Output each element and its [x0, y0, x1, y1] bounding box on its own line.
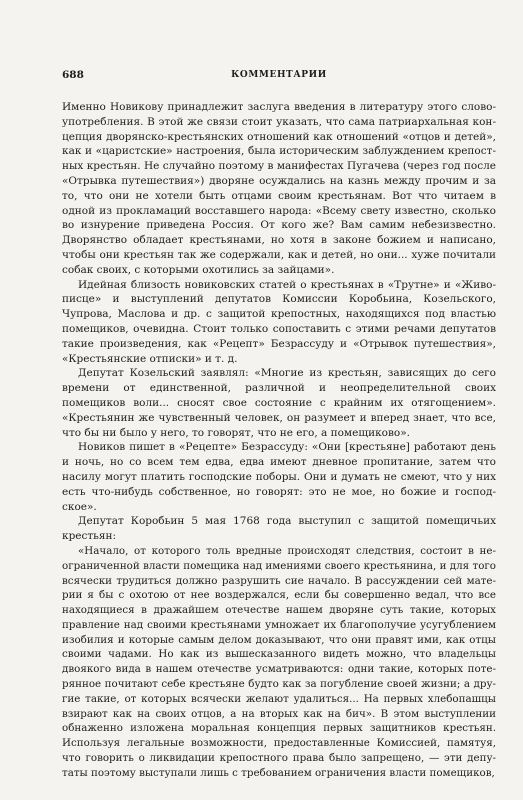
paragraph-2: Идейная близость новиковских статей о крестьянах в «Трутне» и «Живописце» и выступлений депутатов Комиссии Коробьина, Козельского, Чупрова, Маслова и др. с защитой крепостных, находящихся под властью помещиков, очевидна. Стоит только сопоставить с этими речами депутатов такие произведения, как «Рецепт» Безрассуду и «Отрывок путешествия», «Крестьянские отписки» и т. д. — [62, 278, 496, 365]
paragraph-3: Депутат Козельский заявлял: «Многие из крестьян, зависящих до сего времени от единственной, различной и неопределительной своих помещиков воли... сносят свое состояние с крайним их отягощением». «Крестьянин же чувственный человек, он разумеет и вперед знает, что все, что бы ни было у него, то говорят, что не его, а помещиково». — [62, 367, 496, 439]
paragraph-5: Депутат Коробьин 5 мая 1768 года выступил с защитой помещичьих крестьян: — [62, 515, 496, 543]
page-header — [62, 68, 496, 90]
running-title: КОММЕНТАРИИ — [231, 70, 327, 80]
body-text — [62, 100, 496, 781]
paragraph-4: Новиков пишет в «Рецепте» Безрассуду: «Они [крестьяне] работают день и ночь, но со всем тем едва, едва имеют дневное пропитание, затем что насилу могут платить господские поборы. Они и думать не смеют, что у них есть что-нибудь собственное, но говорят: это не мое, но божие и господское». — [62, 441, 496, 513]
page-number: 688 — [62, 69, 84, 81]
paragraph-1: Именно Новикову принадлежит заслуга введения в литературу этого словоупотребления. В этой же связи стоит указать, что сама патриархальная концепция дворянско-крестьянских отношений как отношений «отцов и детей», как и «царистские» настроения, была историческим заблуждением крепостных крестьян. Не случайно поэтому в манифестах Пугачева (через год после «Отрывка путешествия») дворяне осуждались на казнь между прочим и за то, что они не хотели быть отцами своим крестьянам. Вот что читаем в одной из прокламаций восставшего народа: «Всему свету известно, сколько во изнурение приведена Россия. От кого же? Вам самим небезизвестно. Дворянство обладает крестьянами, но хотя в законе божием и написано, чтобы они крестьян так же содержали, как и детей, но они... хуже почитали собак своих, с которыми охотились за зайцами». — [62, 101, 496, 276]
paragraph-6-quote: «Начало, от которого толь вредные происходят следствия, состоит в неограниченной власти помещика над имениями своего крестьянина, и для того всячески трудиться должно разрушить сие начало. В рассуждении сей материи я бы с охотою от нее воздержался, если бы совершенно ведал, что все находящиеся в дражайшем отечестве нашем дворяне суть такие, которых правление над своими крестьянами умножает их благополучие усугублением изобилия и которые самым делом доказывают, что они правят ими, как отцы своими чадами. Но как из вышесказанного видеть можно, что владельцы двоякого вида в нашем отечестве усматриваются: одни такие, которых потерянное почитают себе крестьяне будто как за погубление своей жизни; а другие такие, от которых всячески желают удалиться... На первых хлебопашцы взирают как на своих отцов, а на вторых как на бич». В этом выступлении обнаженно изложена моральная концепция первых защитников крестьян. Используя легальные возможности, предоставленные Комиссией, памятуя, что говорить о ликвидации крепостного права было запрещено, — эти депутаты поэтому выступали лишь с требованием ограничения власти помещиков, — [62, 544, 496, 779]
